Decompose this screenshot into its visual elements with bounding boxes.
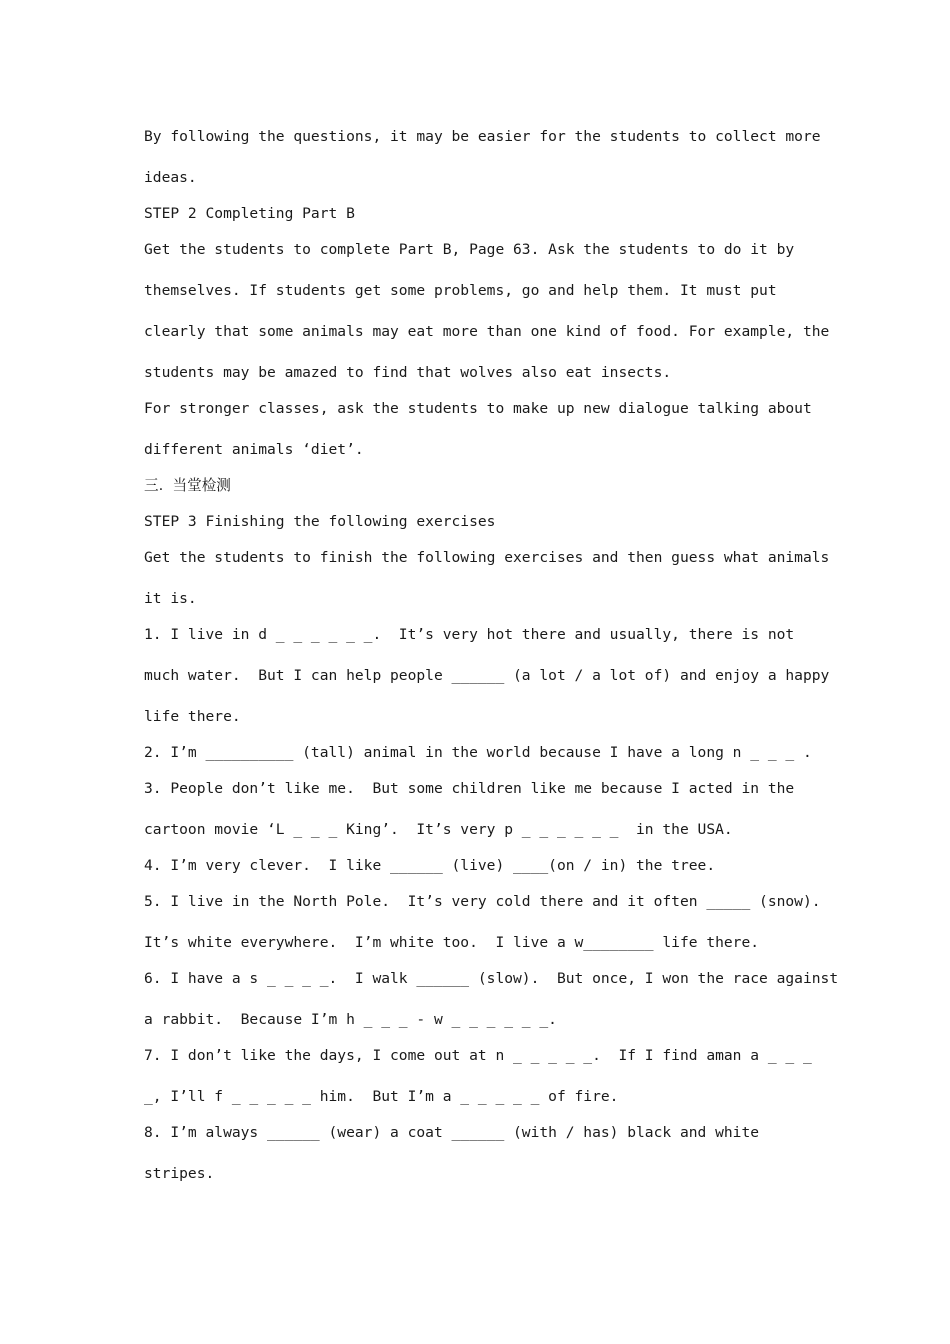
text-line: By following the questions, it may be easier for the students to collect more (144, 128, 821, 145)
exercise-1: 1. I live in d _ _ _ _ _ _. It’s very hot there and usually, there is not (144, 626, 795, 643)
text-line: students may be amazed to find that wolves also eat insects. (144, 364, 672, 381)
exercise-4: 4. I’m very clever. I like ______ (live) ____(on / in) the tree. (144, 857, 716, 874)
text-line: themselves. If students get some problems, go and help them. It must put (144, 282, 777, 299)
text-line: different animals ‘diet’. (144, 441, 364, 458)
exercise-3-cont: cartoon movie ‘L _ _ _ King’. It’s very p _ _ _ _ _ _ in the USA. (144, 821, 733, 838)
text-line: Get the students to finish the following exercises and then guess what animals (144, 549, 830, 566)
section-three-heading: 三. 当堂检测 (144, 477, 231, 494)
exercise-5-cont: It’s white everywhere. I’m white too. I live a w________ life there. (144, 934, 760, 951)
exercise-1-cont: much water. But I can help people ______ (a lot / a lot of) and enjoy a happy (144, 667, 830, 684)
exercise-6-cont: a rabbit. Because I’m h _ _ _ - w _ _ _ _ _ _. (144, 1011, 557, 1028)
exercise-1-cont: life there. (144, 708, 241, 725)
exercise-8: 8. I’m always ______ (wear) a coat ______ (with / has) black and white (144, 1124, 760, 1141)
step-2-heading: STEP 2 Completing Part B (144, 205, 355, 222)
exercise-8-cont: stripes. (144, 1165, 215, 1182)
text-line: ideas. (144, 169, 197, 186)
text-line: For stronger classes, ask the students to make up new dialogue talking about (144, 400, 812, 417)
exercise-7-cont: _, I’ll f _ _ _ _ _ him. But I’m a _ _ _ _ _ of fire. (144, 1088, 619, 1105)
exercise-3: 3. People don’t like me. But some children like me because I acted in the (144, 780, 795, 797)
exercise-6: 6. I have a s _ _ _ _. I walk ______ (slow). But once, I won the race against (144, 970, 839, 987)
step-3-heading: STEP 3 Finishing the following exercises (144, 513, 496, 530)
exercise-5: 5. I live in the North Pole. It’s very cold there and it often _____ (snow). (144, 893, 821, 910)
text-line: it is. (144, 590, 197, 607)
text-line: Get the students to complete Part B, Page 63. Ask the students to do it by (144, 241, 795, 258)
text-line: clearly that some animals may eat more than one kind of food. For example, the (144, 323, 830, 340)
exercise-7: 7. I don’t like the days, I come out at n _ _ _ _ _. If I find aman a _ _ _ (144, 1047, 812, 1064)
exercise-2: 2. I’m __________ (tall) animal in the world because I have a long n _ _ _ . (144, 744, 812, 761)
